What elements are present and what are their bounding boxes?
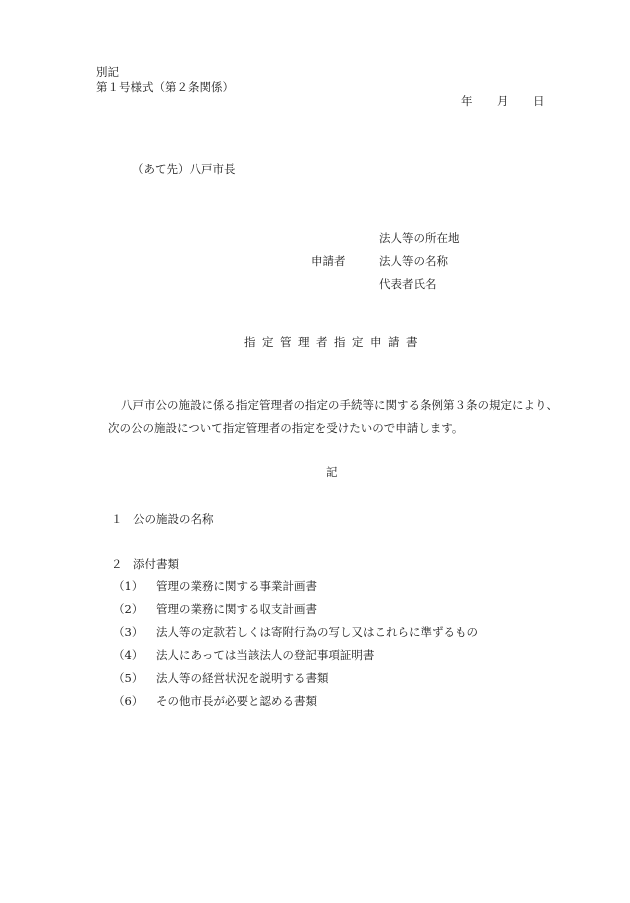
list-item xyxy=(113,650,374,662)
date-month-label: 月 xyxy=(497,94,509,108)
list-item-number: （6） xyxy=(113,694,144,708)
list-item-number: （1） xyxy=(113,579,144,593)
list-item xyxy=(113,673,329,685)
list-item xyxy=(113,627,478,639)
body-text-line-2: 次の公の施設について指定管理者の指定を受けたいので申請します。 xyxy=(108,421,464,435)
applicant-address-label: 法人等の所在地 xyxy=(379,231,460,245)
list-item-number: （2） xyxy=(113,602,144,616)
section-2-number: ２ xyxy=(111,557,123,571)
body-text-line-1: 八戸市公の施設に係る指定管理者の指定の手続等に関する条例第３条の規定により、 xyxy=(121,398,558,412)
list-item-text: 管理の業務に関する収支計画書 xyxy=(156,602,317,616)
list-item-number: （5） xyxy=(113,671,144,685)
section-2-label: 添付書類 xyxy=(133,557,179,571)
date-year-label: 年 xyxy=(461,94,473,108)
applicant-label: 申請者 xyxy=(311,254,346,268)
applicant-representative-label: 代表者氏名 xyxy=(379,277,437,291)
list-item-text: 法人にあっては当該法人の登記事項証明書 xyxy=(156,648,375,662)
list-item xyxy=(113,581,317,593)
applicant-name-label: 法人等の名称 xyxy=(379,254,448,268)
ki-heading: 記 xyxy=(326,465,338,479)
list-item-number: （3） xyxy=(113,625,144,639)
list-item xyxy=(113,696,317,708)
list-item-number: （4） xyxy=(113,648,144,662)
list-item-text: その他市長が必要と認める書類 xyxy=(156,694,317,708)
date-day-label: 日 xyxy=(533,94,545,108)
document-title: 指定管理者指定申請書 xyxy=(244,335,424,349)
list-item xyxy=(113,604,317,616)
list-item-text: 法人等の定款若しくは寄附行為の写し又はこれらに準ずるもの xyxy=(156,625,478,639)
list-item-text: 法人等の経営状況を説明する書類 xyxy=(156,671,329,685)
section-1-label: 公の施設の名称 xyxy=(133,512,214,526)
form-number-label: 第１号様式（第２条関係） xyxy=(96,80,234,94)
section-1-number: １ xyxy=(111,512,123,526)
addressee: （あて先）八戸市長 xyxy=(132,162,236,176)
annex-label: 別記 xyxy=(96,65,119,79)
list-item-text: 管理の業務に関する事業計画書 xyxy=(156,579,317,593)
